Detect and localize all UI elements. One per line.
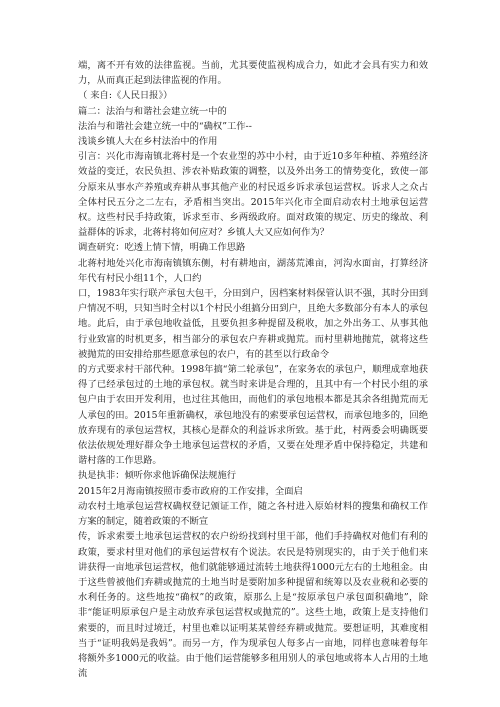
article-title: 法治与和谐社会建立统一中的“确权”工作-- [78, 120, 252, 132]
paragraph-intro-end: 端，离不开有效的法律监视。当前，尤其要使监视构成合力，如此才会具有实力和效力，从而真正起到法律监视的作用。 [78, 60, 428, 87]
paragraph-history: 口，1983年实行联产承包大包干，分田到户，因档案材料保管认识不强，其时分田到户情况不明，只知当时全村以1个村民小组搞分田到户，且绝大多数部分有本人的承包地。此后，由于承包地收益低，且要负担多种提留及税收，加之外出务工、从事其他行业致富的时机更多，相当部分的承包农户弃耕或抛荒。而村里耕地抛荒，就将这些被抛荒的田安排给那些愿意承包的农户，有的甚至以行政命令 [78, 288, 428, 360]
source-citation: （ 来自:《人民日报》） [78, 90, 173, 102]
paragraph-second-contract: 的方式要求村干部代种。1998年搞“第二轮承包”，在家务农的承包户，顺理成章地获得了已经承包过的土地的承包权。就当时来讲是合理的，且其中有一个村民小组的承包户由于农田开发利用，也过往其他田，而他们的承包地根本都是其余各组抛荒而无人承包的田。2015年重新确权，承包地没有的索要承包运营权，而承包地多的，回绝放弃现有的承包运营权，其核心是群众的利益诉求所致。基于此，村两委会明确既要依法依规处理好群众争土地承包运营权的矛盾，又要在处理矛盾中保持稳定，共建和谐村落的工作思路。 [78, 364, 428, 467]
paragraph-village-info: 北蒋村地处兴化市海南镇镇东侧，村有耕地亩，湖荡荒滩亩，河沟水面亩，打算经济年代有村民小组11个，人口约 [78, 257, 428, 284]
subheading-research: 调查研究：吃透上情下情，明确工作思路 [78, 242, 246, 254]
paragraph-claims: 传，诉求索要土地承包运营权的农户纷纷找到村里干部，他们手持确权对他们有利的政策，要求村里对他们的承包运营权有个说法。农民是特别现实的，由于关于他们来讲获得一亩地承包运营权，他们就能够通过流转土地获得1000元左右的土地租金。由于这些曾被他们弃耕或抛荒的土地当时是要附加多种提留和统筹以及农业税和必要的水利任务的。这些地按“确权”的政策，原那么上是“按原承包户承包面积确地”，除非“能证明原承包户是主动放弃承包运营权或抛荒的”。这些土地，政策上是支持他们索要的，而且时过境迁，村里也难以证明某某曾经弃耕或抛荒。要想证明，其难度相当于“证明我妈是我妈”。而另一方，作为现承包人每多占一亩地，同样也意味着每年将额外多1000元的收益。由于他们运营能够多租用别人的承包地或将本人占用的土地流 [78, 531, 428, 680]
paragraph-introduction: 引言：兴化市海南镇北蒋村是一个农业型的苏中小村，由于近10多年种植、养殖经济效益的变迁，农民负担、涉农补贴政策的调整，以及外出务工的情势变化，致使一部分原来从事水产养殖或弃耕从事其他产业的村民返乡诉求承包运营权。诉求人之众占全体村民五分之二左右，矛盾相当突出。2015年兴化市全面启动农村土地承包运营权。这些村民手持政策，诉求至市、乡两级政府。面对政策的规定、历史的缘故、利益群体的诉求，北蒋村将如何应对？乡镇人大又应如何作为？ [78, 151, 428, 239]
paragraph-2015-start: 2015年2月海南镇按照市委市政府的工作安排，全面启 [78, 485, 303, 497]
subheading-listening: 执是执非：倾听你求他诉确保法规施行 [78, 470, 237, 482]
section-heading: 篇二：法治与和谐社会建立统一中的 [78, 105, 227, 117]
document-body [78, 58, 428, 681]
paragraph-2015-continue: 动农村土地承包运营权确权登记颁证工作，随之各村进入原始材料的搜集和确权工作方案的制定，随着政策的不断宣 [78, 500, 428, 528]
article-subtitle: 浅谈乡镇人大在乡村法治中的作用 [78, 136, 218, 148]
